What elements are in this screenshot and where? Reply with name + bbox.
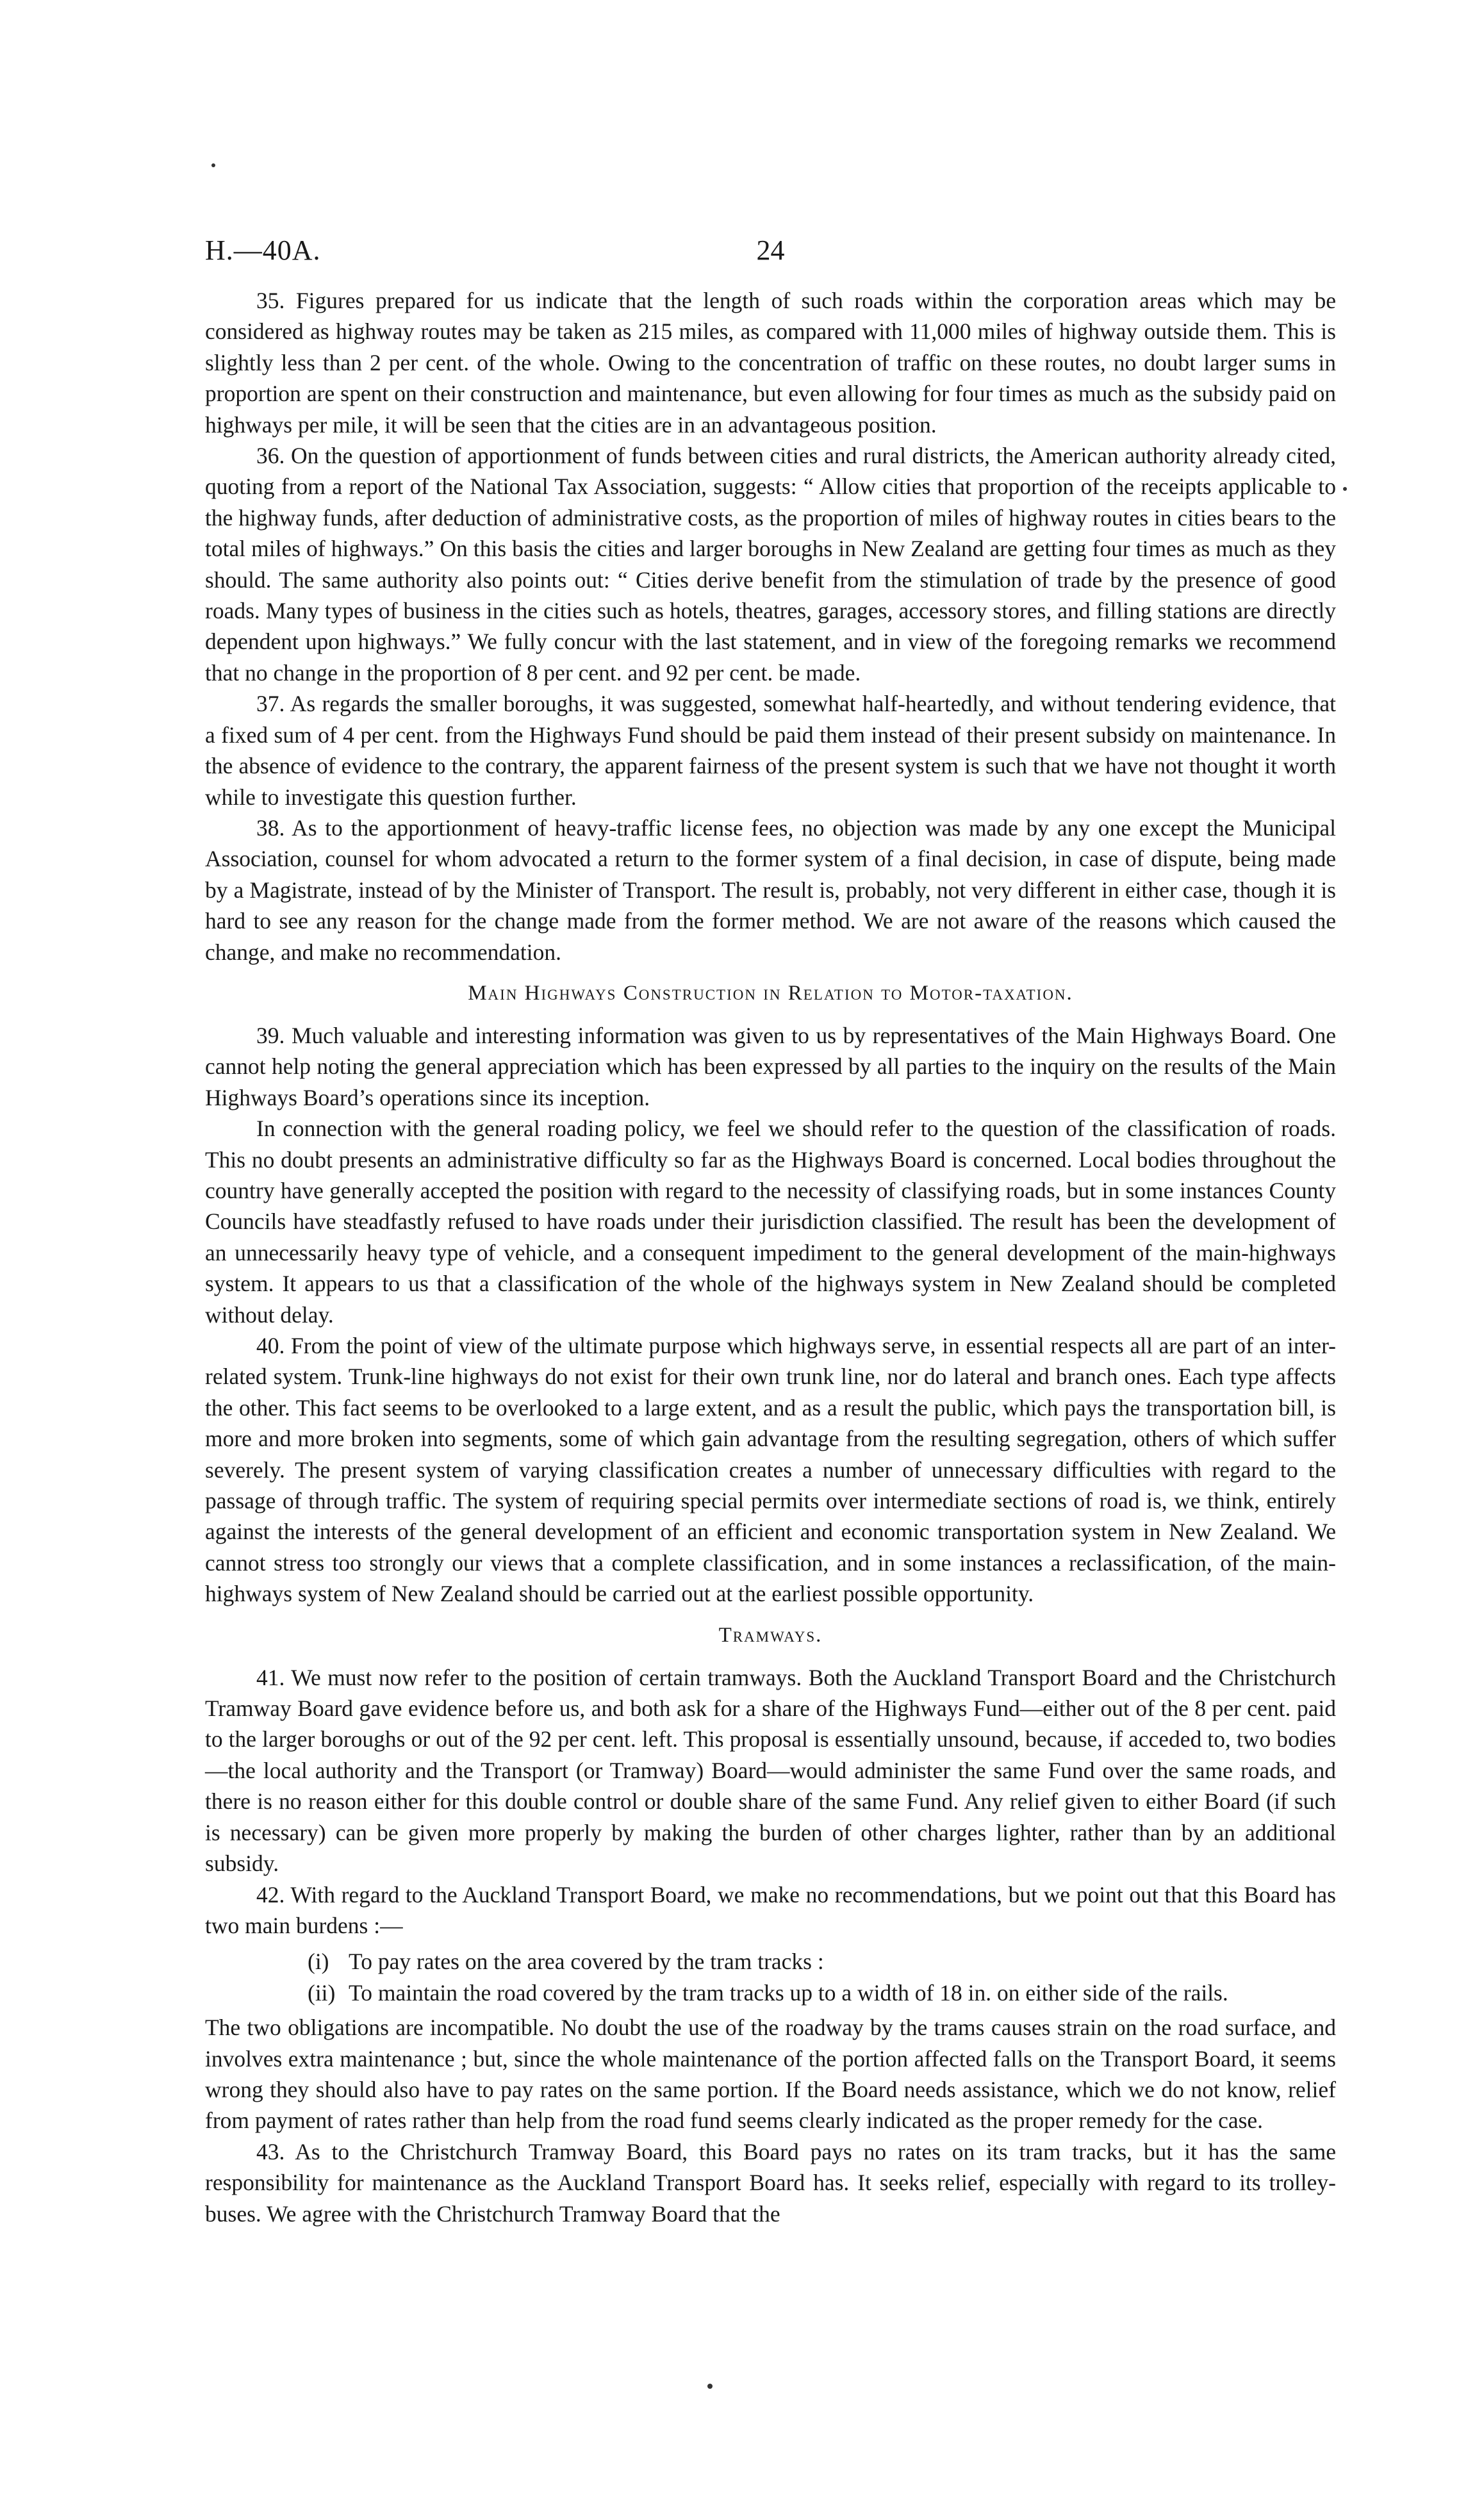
paragraph-42: 42. With regard to the Auckland Transport Board, we make no recommendations, but we point out that this Board has two main burdens :— (205, 1881, 1336, 1938)
list-item-text: To maintain the road covered by the tram tracks up to a width of 18 in. on either side of the rails. (349, 1979, 1228, 2006)
list-item (308, 1977, 1336, 2008)
paragraph-38: 38. As to the apportionment of heavy-traffic license fees, no objection was made by any one except the Municipal Association, counsel for whom advocated a return to the former system of a final decision, in case of dispute, being made by a Magistrate, instead of by the Minister of Transport. The result is, probably, not very different in either case, though it is hard to see any reason for the change made from the former method. We are not aware of the reasons which caused the change, and make no recommendation. (205, 814, 1336, 965)
burdens-list (308, 1946, 1336, 2008)
paragraph-35: 35. Figures prepared for us indicate that the length of such roads within the corporation areas which may be considered as highway routes may be taken as 215 miles, as compared with 11,000 miles of highway outside them. This is slightly less than 2 per cent. of the whole. Owing to the concentration of traffic on these routes, no doubt larger sums in proportion are spent on their construction and maintenance, but even allowing for four times as much as the subsidy paid on highways per mile, it will be seen that the cities are in an advantageous position. (205, 288, 1336, 438)
list-item-text: To pay rates on the area covered by the tram tracks : (349, 1949, 824, 1975)
list-item-number: (i) (308, 1949, 329, 1975)
section-heading-main-highways: Main Highways Construction in Relation to Motor-taxation. (468, 981, 1073, 1005)
paragraph-42-continued: The two obligations are incompatible. No doubt the use of the roadway by the trams causes strain on the road surface, and involves extra maintenance ; but, since the whole maintenance of the portion affected falls on the Transport Board, it seems wrong they should also have to pay rates on the same portion. If the Board needs assistance, which we do not know, relief from payment of rates rather than help from the road fund seems clearly indicated as the proper remedy for the case. (205, 2015, 1336, 2134)
paragraph-43: 43. As to the Christchurch Tramway Board, this Board pays no rates on its tram tracks, but it has the same responsibility for maintenance as the Auckland Transport Board has. It seeks relief, especially with regard to its trolley-buses. We agree with the Christchurch Tramway Board that the (205, 2138, 1336, 2227)
page-number: 24 (756, 235, 785, 266)
document-reference: H.—40A. (205, 235, 321, 266)
paragraph-39: 39. Much valuable and interesting information was given to us by representatives of the Main Highways Board. One cannot help noting the general appreciation which has been expressed by all parties to the inquiry on the results of the Main Highways Board’s operations since its inception. (205, 1022, 1336, 1110)
scan-speck (211, 163, 215, 167)
scan-speck (707, 2384, 713, 2389)
document-body (205, 285, 1336, 2229)
paragraph-39-continued: In connection with the general roading policy, we feel we should refer to the question of the classification of roads. This no doubt presents an administrative difficulty so far as the Highways Board is concerned. Local bodies throughout the country have generally accepted the position with regard to the necessity of classifying roads, but in some instances County Councils have steadfastly refused to have roads under their jurisdiction classified. The result has been the development of an unnecessarily heavy type of vehicle, and a consequent impediment to the general development of the main-highways system. It appears to us that a classification of the whole of the highways system in New Zealand should be completed without delay. (205, 1116, 1336, 1328)
list-item-number: (ii) (308, 1979, 336, 2006)
paragraph-36: 36. On the question of apportionment of funds between cities and rural districts, the American authority already cited, quoting from a report of the National Tax Association, suggests: “ Allow cities that proportion of the receipts applicable to the highway funds, after deduction of administrative costs, as the proportion of miles of highway routes in cities bears to the total miles of highways.” On this basis the cities and larger boroughs in New Zealand are getting four times as much as they should. The same authority also points out: “ Cities derive benefit from the stimulation of trade by the presence of good roads. Many types of business in the cities such as hotels, theatres, garages, accessory stores, and filling stations are directly dependent upon highways.” We fully concur with the last statement, and in view of the foregoing remarks we recommend that no change in the proportion of 8 per cent. and 92 per cent. be made. (205, 443, 1336, 686)
list-item (308, 1946, 1336, 1977)
section-heading-tramways: Tramways. (718, 1623, 823, 1647)
paragraph-37: 37. As regards the smaller boroughs, it was suggested, somewhat half-heartedly, and without tendering evidence, that a fixed sum of 4 per cent. from the Highways Fund should be paid them instead of their present subsidy on maintenance. In the absence of evidence to the contrary, the apparent fairness of the present system is such that we have not thought it worth while to investigate this question further. (205, 691, 1336, 810)
page-header (205, 234, 1336, 279)
paragraph-40: 40. From the point of view of the ultimate purpose which highways serve, in essential respects all are part of an inter-related system. Trunk-line highways do not exist for their own trunk line, nor do lateral and branch ones. Each type affects the other. This fact seems to be overlooked to a large extent, and as a result the public, which pays the transportation bill, is more and more broken into segments, some of which gain advantage from the resulting segregation, others of which suffer severely. The present system of varying classification creates a number of unnecessary difficulties with regard to the passage of through traffic. The system of requiring special permits over intermediate sections of road is, we think, entirely against the interests of the general development of an efficient and economic transportation system in New Zealand. We cannot stress too strongly our views that a complete classification, and in some instances a reclassification, of the main-highways system of New Zealand should be carried out at the earliest possible opportunity. (205, 1333, 1336, 1607)
paragraph-41: 41. We must now refer to the position of certain tramways. Both the Auckland Transport Board and the Christchurch Tramway Board gave evidence before us, and both ask for a share of the Highways Fund—either out of the 8 per cent. paid to the larger boroughs or out of the 92 per cent. left. This proposal is essentially unsound, because, if acceded to, two bodies—the local authority and the Transport (or Tramway) Board—would administer the same Fund over the same roads, and there is no reason either for this double control or double share of the same Fund. Any relief given to either Board (if such is necessary) can be given more properly by making the burden of other charges lighter, rather than by an additional subsidy. (205, 1664, 1336, 1877)
scan-speck (1343, 487, 1347, 491)
